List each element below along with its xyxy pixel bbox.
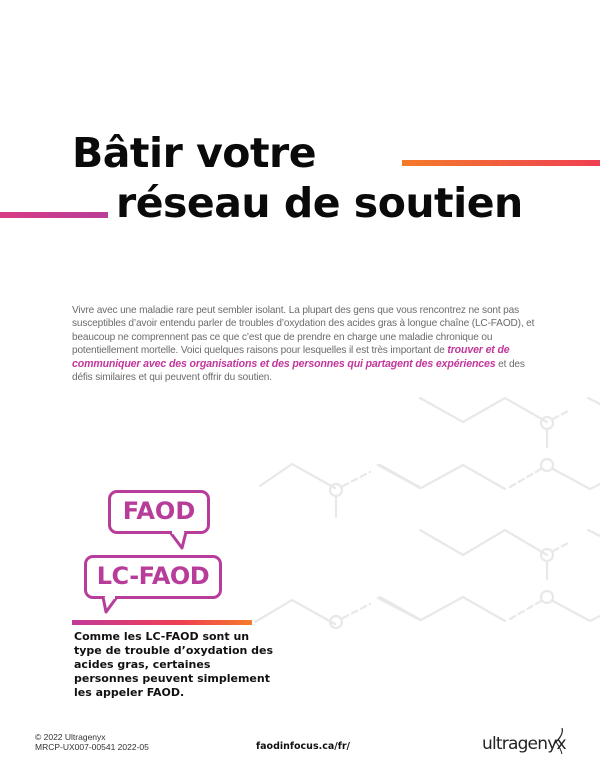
intro-highlight: trouver et de communiquer avec des organisations et des personnes qui partagent des expériences: [72, 344, 510, 370]
intro-text-end: et des défis similaires et qui peuvent offrir du soutien.: [72, 358, 525, 384]
faod-label: FAOD: [122, 497, 196, 525]
document-code: MRCP-UX007-00541 2022-05: [35, 742, 149, 752]
lcfaod-label: LC-FAOD: [96, 562, 210, 590]
logo-swoosh-icon: [548, 726, 566, 756]
intro-text: Vivre avec une maladie rare peut sembler isolant. La plupart des gens que vous rencontrez ne sont pas susceptibles d’avoir entendu parler de troubles d’oxydation des acides gras à longue chaîne (LC-FAOD), et beaucoup ne comprennent pas ce que c’est que de prendre en charge une maladie chronique ou potentiellement mortelle. Voici quelques raisons pour lesquelles il est très important de: [72, 305, 535, 357]
title-line-2: réseau de soutien: [116, 179, 523, 227]
footer-legal: [35, 732, 149, 752]
note-text-end: sont un type de trouble d’oxydation des acides gras, certaines personnes peuvent simplement les appeler FAOD.: [74, 630, 274, 699]
page-title: [72, 128, 523, 228]
speech-bubble-tail-icon: [100, 595, 122, 615]
copyright: © 2022 Ultragenyx: [35, 732, 106, 742]
ultragenyx-logo: ultragenyx: [482, 734, 566, 754]
lcfaod-speech-bubble: [84, 555, 222, 599]
title-line-1: Bâtir votre: [72, 129, 317, 177]
faod-note: [74, 630, 274, 700]
speech-bubble-tail-icon: [168, 530, 194, 552]
note-bold: LC-FAOD: [145, 630, 199, 643]
website-link[interactable]: faodinfocus.ca/fr/: [256, 741, 351, 752]
faod-speech-bubble: [108, 490, 210, 534]
intro-paragraph: [72, 304, 540, 384]
decorative-gradient-rule-bottom: [72, 620, 252, 625]
note-text: Comme les: [74, 630, 146, 643]
